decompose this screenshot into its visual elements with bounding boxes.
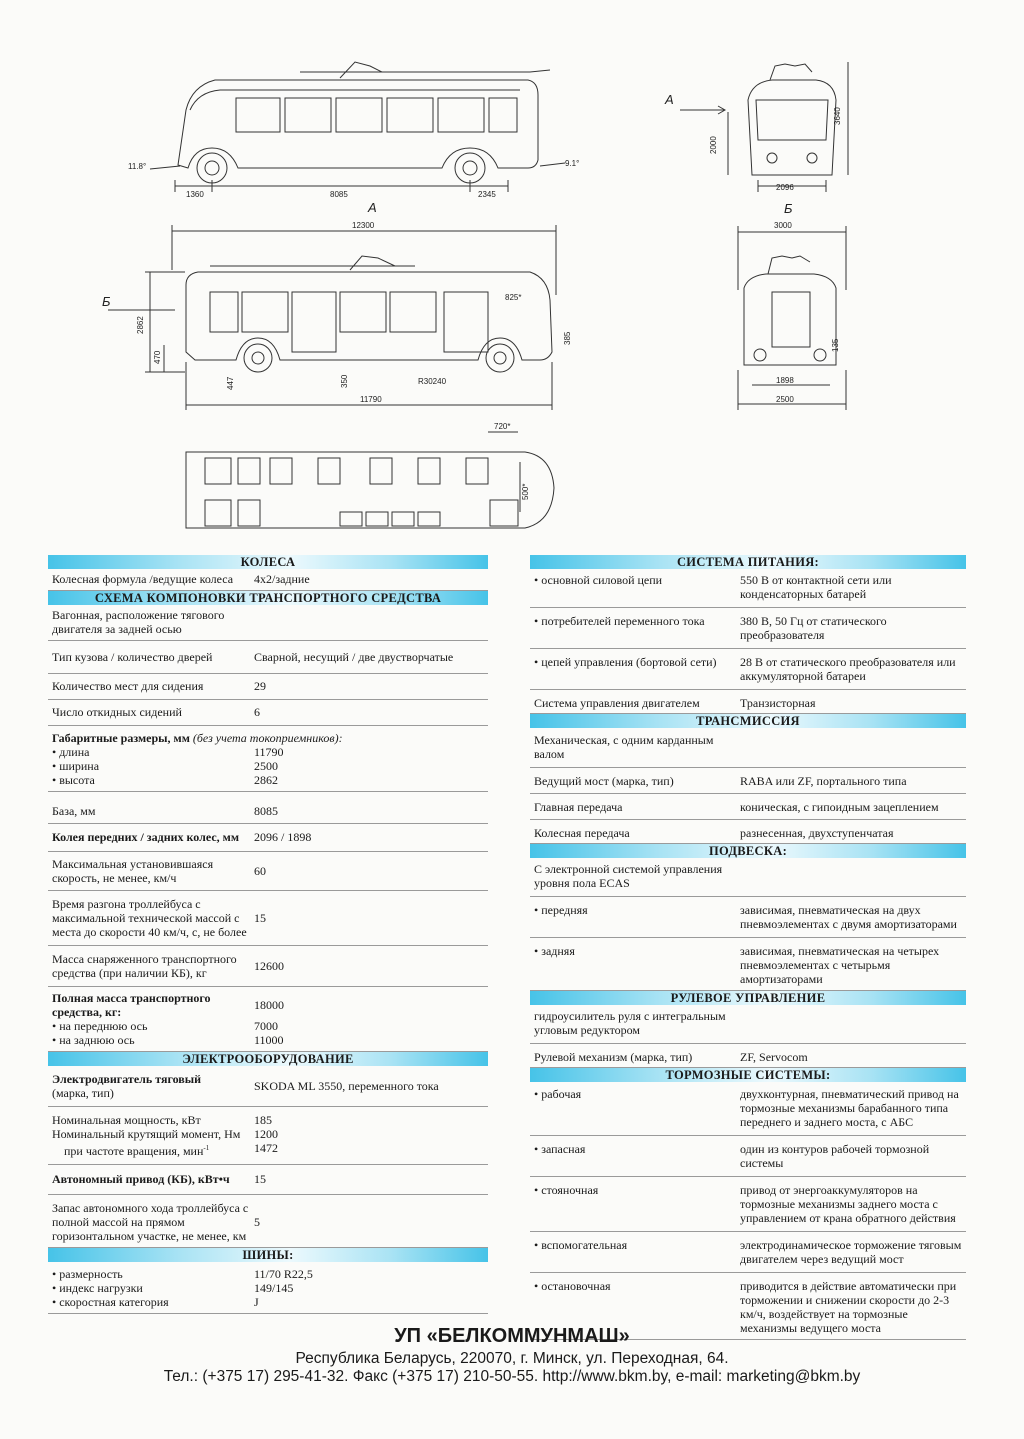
- motor-sublabel: (марка, тип): [52, 1086, 114, 1100]
- spec-label: • рабочая: [534, 1087, 740, 1129]
- spec-value: 28 В от статического преобразователя или аккумуляторной батареи: [740, 655, 956, 683]
- spec-value: J: [254, 1295, 259, 1309]
- spec-label: • запасная: [534, 1142, 740, 1170]
- spec-sublabel: • размерность: [52, 1267, 254, 1281]
- spec-label: [52, 1141, 254, 1158]
- spec-sublabel: • скоростная категория: [52, 1295, 254, 1309]
- spec-row-curb-mass: [48, 946, 488, 987]
- spec-row-range: [48, 1195, 488, 1248]
- spec-row-control-circuit: [530, 649, 966, 690]
- dim-angle-rear: 9.1°: [565, 159, 580, 168]
- spec-row-parking-brake: [530, 1177, 966, 1232]
- spec-label: Номинальный крутящий момент, Нм: [52, 1127, 241, 1141]
- dim-11790: 11790: [360, 395, 382, 404]
- dim-470: 470: [153, 350, 162, 364]
- motor-label: Электродвигатель тяговый: [52, 1072, 202, 1086]
- dim-720: 720*: [494, 422, 511, 431]
- spec-label: Количество мест для сидения: [52, 679, 204, 693]
- spec-value: 12600: [254, 959, 284, 973]
- label-view-a2: А: [368, 200, 377, 215]
- rpm-label: при частоте вращения, мин: [64, 1144, 204, 1158]
- spec-label: • потребителей переменного тока: [534, 614, 740, 642]
- section-header-transmission: ТРАНСМИССИЯ: [530, 714, 966, 728]
- spec-value: двухконтурная, пневматический привод на тормозные механизмы барабанного типа переднего и заднего моста, с АБС: [740, 1087, 959, 1129]
- spec-row-motor: [48, 1066, 488, 1107]
- spec-sublabel: • ширина: [52, 759, 254, 773]
- section-header-power: СИСТЕМА ПИТАНИЯ:: [530, 555, 966, 569]
- spec-sublabel: • на заднюю ось: [52, 1033, 254, 1047]
- spec-value: RABA или ZF, портального типа: [740, 774, 907, 788]
- specs-right-column: [530, 555, 966, 1340]
- spec-row-main-circuit: [530, 569, 966, 608]
- side-view-bottom: [120, 225, 556, 410]
- spec-row-drive-axle: [530, 768, 966, 794]
- dim-8085: 8085: [330, 190, 348, 199]
- spec-label: Число откидных сидений: [52, 705, 182, 719]
- dim-2000: 2000: [709, 136, 718, 154]
- dim-angle-front: 11.8°: [128, 162, 147, 171]
- spec-row-motor-control: [530, 690, 966, 714]
- spec-label: • стояночная: [534, 1183, 740, 1225]
- company-name: УП «БЕЛКОММУНМАШ»: [394, 1325, 630, 1347]
- spec-label: Полная масса транспортного средства, кг:: [52, 991, 211, 1019]
- spec-sublabel: • на переднюю ось: [52, 1019, 254, 1033]
- dim-2500: 2500: [776, 395, 794, 404]
- spec-value: Сварной, несущий / две двустворчатые: [254, 650, 454, 664]
- spec-value: 2096 / 1898: [254, 830, 312, 844]
- rear-view: [108, 226, 846, 410]
- spec-label: Запас автономного хода троллейбуса с полной массой на прямом горизонтальном участке, не менее, км: [52, 1201, 249, 1243]
- dim-1898: 1898: [776, 376, 794, 385]
- spec-row-gross-mass: [48, 987, 488, 1052]
- spec-value: 149/145: [254, 1281, 294, 1295]
- spec-sublabel: • длина: [52, 745, 254, 759]
- spec-row-spare-brake: [530, 1136, 966, 1177]
- dim-2345: 2345: [478, 190, 496, 199]
- spec-value: разнесенная, двухступенчатая: [740, 826, 894, 840]
- spec-row-suspension-intro: [530, 858, 966, 897]
- spec-row-main-gear: [530, 794, 966, 820]
- spec-row-track: [48, 824, 488, 852]
- spec-label: • цепей управления (бортовой сети): [534, 655, 740, 683]
- spec-label: Колесная формула /ведущие колеса: [52, 572, 234, 586]
- spec-row-service-brake: [530, 1082, 966, 1136]
- spec-label: С электронной системой управления уровня пола ECAS: [534, 862, 723, 890]
- spec-value: 11000: [254, 1033, 284, 1047]
- spec-value: 550 В от контактной сети или конденсаторных батарей: [740, 573, 892, 601]
- section-header-layout: СХЕМА КОМПОНОВКИ ТРАНСПОРТНОГО СРЕДСТВА: [48, 591, 488, 605]
- spec-label: Колесная передача: [534, 826, 630, 840]
- dim-1360: 1360: [186, 190, 204, 199]
- spec-row-power-torque: [48, 1107, 488, 1165]
- spec-row-battery: [48, 1165, 488, 1195]
- spec-label: Вагонная, расположение тягового двигателя за задней осью: [52, 608, 225, 636]
- technical-drawings: [0, 0, 1024, 550]
- spec-row-layout-intro: [48, 605, 488, 641]
- drawing-svg: [0, 0, 1024, 550]
- section-header-electric: ЭЛЕКТРООБОРУДОВАНИЕ: [48, 1052, 488, 1066]
- spec-label: Механическая, с одним карданным валом: [534, 733, 714, 761]
- spec-value: Транзисторная: [740, 696, 816, 710]
- spec-value: 15: [254, 911, 266, 925]
- spec-value: приводится в действие автоматически при торможении и снижении скорости до 2-3 км/ч, воздействует на тормозные механизмы ведущего моста: [740, 1279, 957, 1335]
- dim-135: 135: [831, 338, 840, 352]
- dim-12300: 12300: [352, 221, 375, 230]
- spec-value: 29: [254, 679, 266, 693]
- spec-value: 11/70 R22,5: [254, 1267, 313, 1281]
- spec-label: Рулевой механизм (марка, тип): [534, 1050, 693, 1064]
- dim-447: 447: [226, 376, 235, 390]
- dim-3640: 3640: [833, 107, 842, 125]
- spec-label: • вспомогательная: [534, 1238, 740, 1266]
- spec-row-steering-mechanism: [530, 1044, 966, 1068]
- spec-label: Автономный привод (КБ), кВт•ч: [52, 1172, 230, 1186]
- spec-row-front-suspension: [530, 897, 966, 938]
- spec-row-transmission-intro: [530, 728, 966, 768]
- dim-2096: 2096: [776, 183, 794, 192]
- spec-label: Система управления двигателем: [534, 696, 700, 710]
- dim-385: 385: [563, 331, 572, 345]
- spec-value: 1472: [254, 1141, 278, 1155]
- spec-row-rear-suspension: [530, 938, 966, 991]
- spec-label: • остановочная: [534, 1279, 740, 1335]
- spec-value: SKODA ML 3550, переменного тока: [254, 1079, 439, 1093]
- spec-value: 11790: [254, 745, 284, 759]
- spec-value: 18000: [254, 998, 284, 1012]
- spec-row-folding-seats: [48, 700, 488, 726]
- section-header-steering: РУЛЕВОЕ УПРАВЛЕНИЕ: [530, 991, 966, 1005]
- spec-row-wheel-formula: [48, 569, 488, 591]
- company-contacts: Тел.: (+375 17) 295-41-32. Факс (+375 17) 210-50-55. http://www.bkm.by, e-mail: marketing@bkm.by: [163, 1368, 861, 1385]
- label-view-a: А: [665, 92, 674, 107]
- section-header-tires: ШИНЫ:: [48, 1248, 488, 1262]
- dim-2862: 2862: [136, 316, 145, 334]
- spec-row-seats: [48, 674, 488, 700]
- dim-350: 350: [340, 374, 349, 388]
- spec-label: Время разгона троллейбуса с максимальной технической массой с места до скорости 40 км/ч, с, не более: [52, 897, 247, 939]
- side-view-top: [150, 62, 565, 192]
- section-header-wheels: КОЛЕСА: [48, 555, 488, 569]
- spec-label: [52, 1072, 254, 1100]
- section-header-brakes: ТОРМОЗНЫЕ СИСТЕМЫ:: [530, 1068, 966, 1082]
- spec-value: привод от энергоаккумуляторов на тормозные механизмы заднего моста с управлением от крана обратного действия: [740, 1183, 956, 1225]
- spec-value: 1200: [254, 1127, 278, 1141]
- spec-label: Колея передних / задних колес, мм: [52, 830, 240, 844]
- spec-value: 7000: [254, 1019, 278, 1033]
- spec-row-max-speed: [48, 852, 488, 891]
- section-header-suspension: ПОДВЕСКА:: [530, 844, 966, 858]
- spec-label: Масса снаряженного транспортного средства (при наличии КБ), кг: [52, 952, 237, 980]
- spec-row-wheel-gear: [530, 820, 966, 844]
- label-view-b2: Б: [102, 294, 111, 309]
- spec-value: 60: [254, 864, 266, 878]
- spec-sublabel: • высота: [52, 773, 254, 787]
- company-address: Республика Беларусь, 220070, г. Минск, ул. Переходная, 64.: [295, 1350, 729, 1367]
- rpm-sup: -1: [203, 1144, 210, 1152]
- spec-value: один из контуров рабочей тормозной системы: [740, 1142, 930, 1170]
- spec-value: 2500: [254, 759, 278, 773]
- spec-label: База, мм: [52, 804, 96, 818]
- specs-left-column: [48, 555, 488, 1314]
- spec-value: 380 В, 50 Гц от статического преобразователя: [740, 614, 887, 642]
- spec-value: коническая, с гипоидным зацеплением: [740, 800, 939, 814]
- front-view: [680, 62, 848, 192]
- spec-label: • основной силовой цепи: [534, 573, 740, 601]
- spec-value: 2862: [254, 773, 278, 787]
- dim-825: 825*: [505, 293, 522, 302]
- dim-500: 500*: [521, 483, 530, 500]
- spec-row-tires: [48, 1262, 488, 1314]
- spec-value: 4х2/задние: [254, 572, 310, 586]
- spec-value: ZF, Servocom: [740, 1050, 808, 1064]
- spec-label: Номинальная мощность, кВт: [52, 1113, 201, 1127]
- spec-value: 8085: [254, 804, 278, 818]
- spec-row-body: [48, 641, 488, 674]
- spec-value: электродинамическое торможение тяговым двигателем через ведущий мост: [740, 1238, 962, 1266]
- spec-sublabel: • индекс нагрузки: [52, 1281, 254, 1295]
- spec-row-ac-consumers: [530, 608, 966, 649]
- spec-value: 15: [254, 1172, 266, 1186]
- spec-label: Ведущий мост (марка, тип): [534, 774, 674, 788]
- label-view-b: Б: [784, 201, 793, 216]
- spec-value: зависимая, пневматическая на двух пневмоэлементах с двумя амортизаторами: [740, 903, 957, 931]
- spec-row-auxiliary-brake: [530, 1232, 966, 1273]
- spec-label: • передняя: [534, 903, 740, 931]
- spec-label: Главная передача: [534, 800, 623, 814]
- plan-view: [186, 432, 554, 528]
- spec-label: Максимальная установившаяся скорость, не менее, км/ч: [52, 857, 214, 885]
- spec-value: зависимая, пневматическая на четырех пневмоэлементах с четырьмя амортизаторами: [740, 944, 940, 986]
- spec-row-steering-intro: [530, 1005, 966, 1044]
- spec-label: гидроусилитель руля с интегральным угловым редуктором: [534, 1009, 726, 1037]
- spec-note: (без учета токоприемников):: [192, 731, 343, 745]
- spec-value: 6: [254, 705, 260, 719]
- spec-value: 185: [254, 1113, 272, 1127]
- spec-row-dimensions: [48, 726, 488, 792]
- dim-3000: 3000: [774, 221, 792, 230]
- spec-label: Тип кузова / количество дверей: [52, 650, 213, 664]
- spec-row-acceleration: [48, 891, 488, 946]
- spec-label: Габаритные размеры, мм: [52, 731, 190, 745]
- dim-r30240: R30240: [418, 377, 447, 386]
- spec-label: • задняя: [534, 944, 740, 986]
- spec-value: 5: [254, 1215, 260, 1229]
- spec-row-wheelbase: [48, 792, 488, 824]
